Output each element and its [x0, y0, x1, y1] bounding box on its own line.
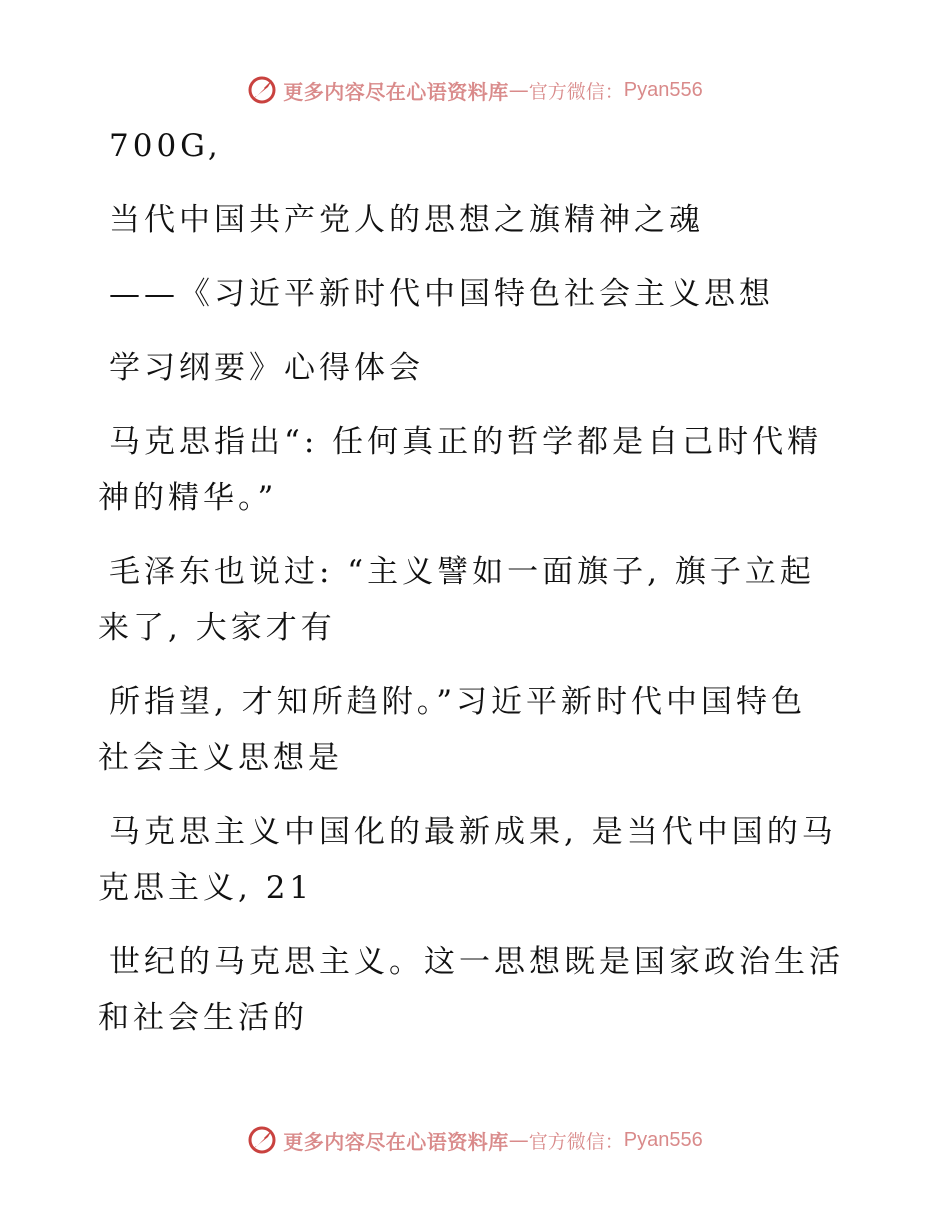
- doc-subtitle: ——《习近平新时代中国特色社会主义思想: [109, 276, 774, 312]
- doc-line: 世纪的马克思主义。这一思想既是国家政治生活: [109, 944, 844, 980]
- banner-wechat-label: 官方微信：: [528, 1130, 624, 1153]
- banner-separator: —: [508, 78, 529, 102]
- quill-logo-icon: [247, 1125, 277, 1155]
- doc-title: 当代中国共产党人的思想之旗精神之魂: [109, 202, 704, 238]
- doc-line: 来了, 大家才有: [98, 610, 336, 646]
- doc-line: 神的精华。”: [98, 480, 278, 516]
- doc-line: 毛泽东也说过: “主义譬如一面旗子, 旗子立起: [109, 554, 815, 590]
- doc-subtitle: 学习纲要》心得体会: [109, 350, 424, 386]
- doc-line: 社会主义思想是: [98, 740, 343, 776]
- doc-line: 和社会生活的: [98, 1000, 308, 1036]
- banner-title: 更多内容尽在心语资料库: [283, 79, 509, 104]
- doc-line: 克思主义, 21: [98, 870, 314, 906]
- banner-separator: —: [508, 1128, 529, 1152]
- doc-line: 马克思主义中国化的最新成果, 是当代中国的马: [109, 814, 837, 850]
- document-body: [98, 124, 844, 1040]
- banner-wechat-id: Pyan556: [623, 78, 703, 101]
- banner-wechat-label: 官方微信：: [528, 80, 624, 103]
- footer-watermark: [0, 1122, 950, 1158]
- doc-line: 所指望, 才知所趋附。”习近平新时代中国特色: [109, 684, 807, 720]
- doc-line: 马克思指出“: 任何真正的哲学都是自己时代精: [109, 424, 823, 460]
- header-watermark: [0, 72, 950, 108]
- quill-logo-icon: [247, 75, 277, 105]
- doc-line: 700G,: [109, 128, 222, 164]
- banner-title: 更多内容尽在心语资料库: [283, 1129, 509, 1154]
- banner-wechat-id: Pyan556: [623, 1128, 703, 1151]
